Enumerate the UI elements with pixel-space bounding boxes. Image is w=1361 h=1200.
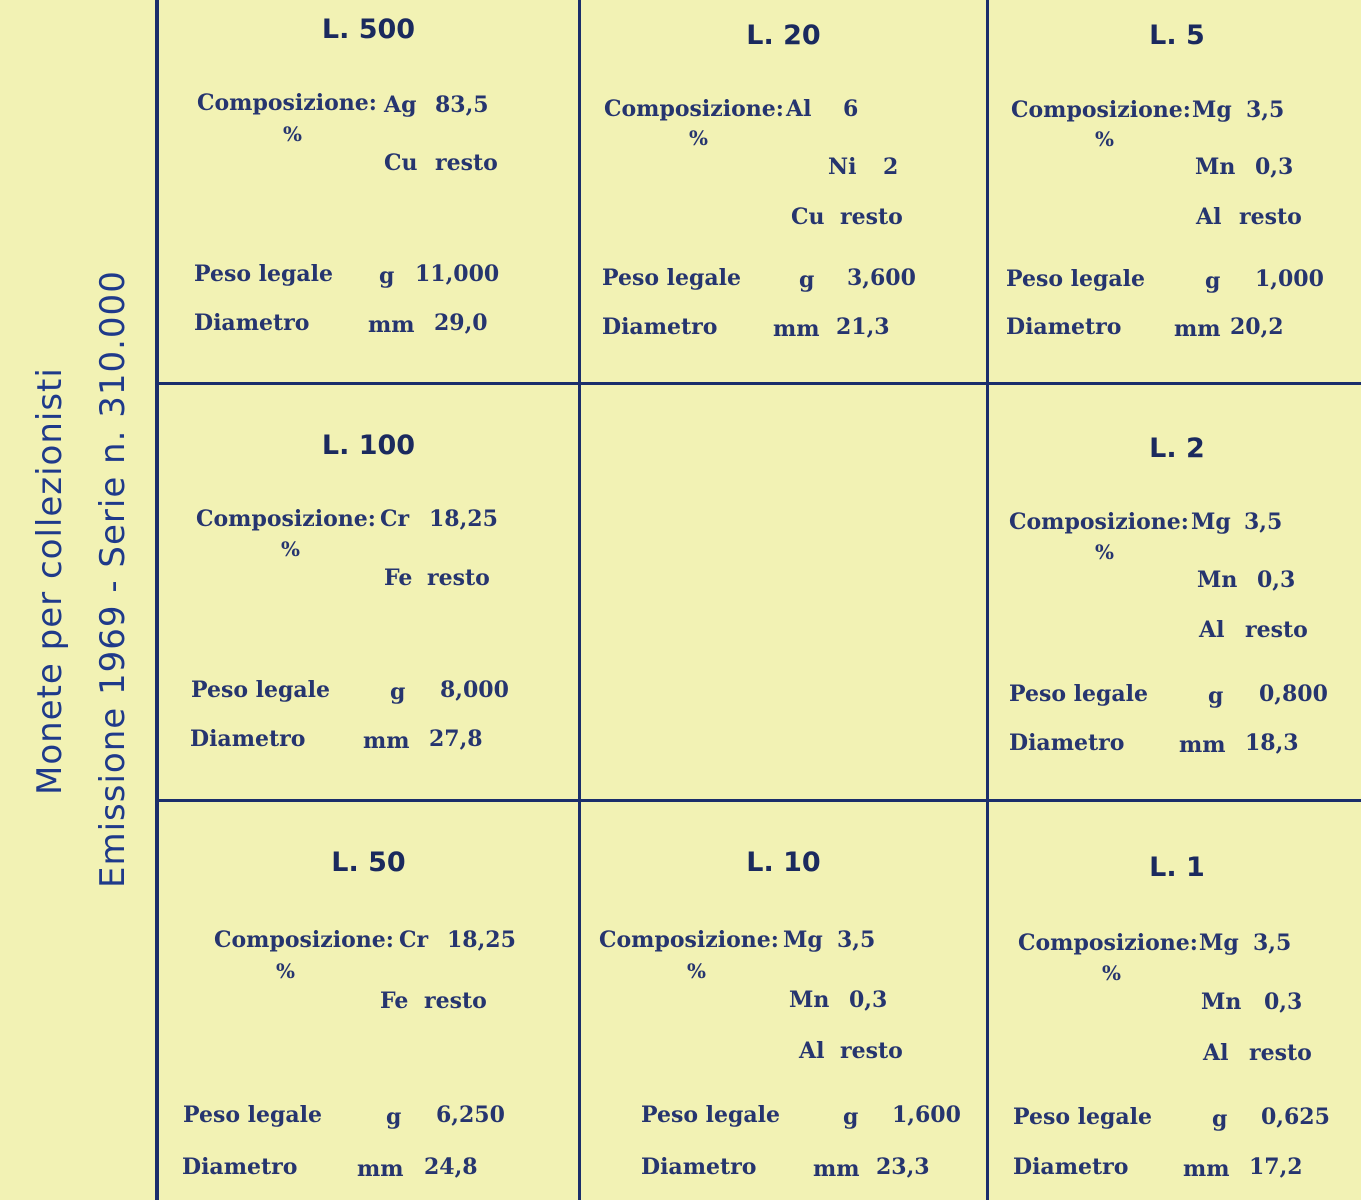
metal-value: 0,3: [1257, 567, 1296, 593]
metal-value: 18,25: [429, 506, 498, 532]
composition-label: Composizione:: [1009, 509, 1189, 535]
weight-unit: g: [843, 1104, 859, 1130]
metal-symbol: Fe: [384, 565, 413, 591]
metal-symbol: Mg: [1192, 97, 1232, 123]
weight-unit: g: [1205, 268, 1221, 294]
weight-label: Peso legale: [194, 261, 334, 287]
weight-label: Peso legale: [183, 1102, 323, 1128]
sidebar-title: [0, 0, 155, 1200]
diameter-label: Diametro: [641, 1154, 757, 1180]
diameter-unit: mm: [357, 1156, 404, 1182]
metal-value: resto: [1245, 617, 1308, 643]
metal-value: resto: [435, 150, 498, 176]
diameter-label: Diametro: [1006, 314, 1122, 340]
weight-label: Peso legale: [191, 677, 331, 703]
weight-value: 3,600: [847, 265, 916, 291]
metal-value: 2: [883, 154, 899, 180]
diameter-value: 21,3: [836, 314, 890, 340]
diameter-unit: mm: [363, 728, 410, 754]
composition-label: Composizione:: [1018, 930, 1198, 956]
metal-symbol: Al: [1203, 1040, 1229, 1066]
percent-label: %: [276, 959, 296, 983]
diameter-unit: mm: [813, 1156, 860, 1182]
metal-symbol: Mn: [1201, 989, 1242, 1015]
diameter-label: Diametro: [190, 726, 306, 752]
percent-label: %: [283, 122, 303, 146]
weight-value: 11,000: [415, 261, 500, 287]
weight-value: 1,600: [892, 1102, 961, 1128]
diameter-value: 23,3: [876, 1154, 930, 1180]
percent-label: %: [281, 537, 301, 561]
metal-symbol: Mn: [1197, 567, 1238, 593]
weight-unit: g: [1212, 1106, 1228, 1132]
metal-value: 3,5: [1253, 930, 1292, 956]
composition-label: Composizione:: [214, 927, 394, 953]
metal-value: resto: [424, 988, 487, 1014]
weight-label: Peso legale: [602, 265, 742, 291]
diameter-label: Diametro: [182, 1154, 298, 1180]
metal-symbol: Al: [1196, 204, 1222, 230]
metal-value: 3,5: [837, 927, 876, 953]
weight-unit: g: [386, 1104, 402, 1130]
metal-symbol: Ag: [384, 92, 417, 118]
weight-label: Peso legale: [1006, 266, 1146, 292]
diameter-value: 17,2: [1249, 1154, 1303, 1180]
percent-label: %: [689, 126, 709, 150]
percent-label: %: [687, 959, 707, 983]
metal-symbol: Al: [786, 96, 812, 122]
metal-symbol: Ni: [828, 154, 857, 180]
composition-label: Composizione:: [196, 506, 376, 532]
denomination: L. 5: [1149, 20, 1205, 51]
metal-value: resto: [1239, 204, 1302, 230]
weight-unit: g: [1208, 683, 1224, 709]
metal-symbol: Al: [799, 1038, 825, 1064]
composition-label: Composizione:: [604, 96, 784, 122]
metal-symbol: Mn: [1195, 154, 1236, 180]
denomination: L. 2: [1149, 433, 1205, 464]
metal-symbol: Mg: [1199, 930, 1239, 956]
coin-card-l20: [581, 0, 989, 385]
metal-value: resto: [427, 565, 490, 591]
diameter-value: 29,0: [434, 310, 488, 336]
weight-value: 8,000: [440, 677, 509, 703]
metal-symbol: Cr: [380, 506, 410, 532]
diameter-unit: mm: [773, 316, 820, 342]
coin-card-l2: [989, 385, 1361, 802]
metal-value: resto: [840, 204, 903, 230]
metal-value: resto: [1249, 1040, 1312, 1066]
percent-label: %: [1095, 127, 1115, 151]
coin-card-l10: [581, 802, 989, 1200]
weight-value: 1,000: [1255, 266, 1324, 292]
denomination: L. 50: [331, 847, 406, 878]
coin-grid: [155, 0, 1361, 1200]
metal-symbol: Fe: [380, 988, 409, 1014]
metal-symbol: Mg: [1191, 509, 1231, 535]
diameter-unit: mm: [1179, 732, 1226, 758]
metal-value: 3,5: [1246, 97, 1285, 123]
coin-card-l5: [989, 0, 1361, 385]
issue-caption: Emissione 1969 - Serie n. 310.000: [93, 270, 133, 888]
weight-unit: g: [799, 267, 815, 293]
metal-value: 6: [843, 96, 859, 122]
coin-card-l500: [159, 0, 581, 385]
diameter-label: Diametro: [602, 314, 718, 340]
weight-label: Peso legale: [1013, 1104, 1153, 1130]
metal-symbol: Cr: [399, 927, 429, 953]
metal-value: 0,3: [1255, 154, 1294, 180]
metal-value: 3,5: [1244, 509, 1283, 535]
metal-value: 18,25: [447, 927, 516, 953]
diameter-unit: mm: [368, 312, 415, 338]
diameter-unit: mm: [1174, 316, 1221, 342]
metal-symbol: Cu: [384, 150, 418, 176]
weight-unit: g: [390, 679, 406, 705]
diameter-value: 27,8: [429, 726, 483, 752]
metal-value: 0,3: [849, 987, 888, 1013]
metal-value: resto: [840, 1038, 903, 1064]
metal-symbol: Mg: [783, 927, 823, 953]
collectors-caption: Monete per collezionisti: [30, 367, 70, 795]
denomination: L. 1: [1149, 852, 1205, 883]
metal-value: 83,5: [435, 92, 489, 118]
metal-symbol: Al: [1199, 617, 1225, 643]
coin-card-l100: [159, 385, 581, 802]
composition-label: Composizione:: [197, 90, 377, 116]
denomination: L. 10: [746, 847, 821, 878]
percent-label: %: [1102, 961, 1122, 985]
weight-unit: g: [379, 263, 395, 289]
metal-value: 0,3: [1264, 989, 1303, 1015]
composition-label: Composizione:: [599, 927, 779, 953]
denomination: L. 100: [321, 430, 416, 461]
diameter-unit: mm: [1183, 1156, 1230, 1182]
diameter-value: 24,8: [424, 1154, 478, 1180]
denomination: L. 500: [321, 14, 416, 45]
diameter-value: 18,3: [1245, 730, 1299, 756]
coin-card-l50: [159, 802, 581, 1200]
weight-label: Peso legale: [1009, 681, 1149, 707]
empty-cell: [581, 385, 989, 802]
diameter-value: 20,2: [1230, 314, 1284, 340]
diameter-label: Diametro: [194, 310, 310, 336]
percent-label: %: [1095, 540, 1115, 564]
weight-value: 0,625: [1261, 1104, 1330, 1130]
weight-value: 0,800: [1259, 681, 1328, 707]
weight-value: 6,250: [436, 1102, 505, 1128]
denomination: L. 20: [746, 20, 821, 51]
coin-card-l1: [989, 802, 1361, 1200]
metal-symbol: Cu: [791, 204, 825, 230]
metal-symbol: Mn: [789, 987, 830, 1013]
diameter-label: Diametro: [1013, 1154, 1129, 1180]
weight-label: Peso legale: [641, 1102, 781, 1128]
diameter-label: Diametro: [1009, 730, 1125, 756]
composition-label: Composizione:: [1011, 97, 1191, 123]
